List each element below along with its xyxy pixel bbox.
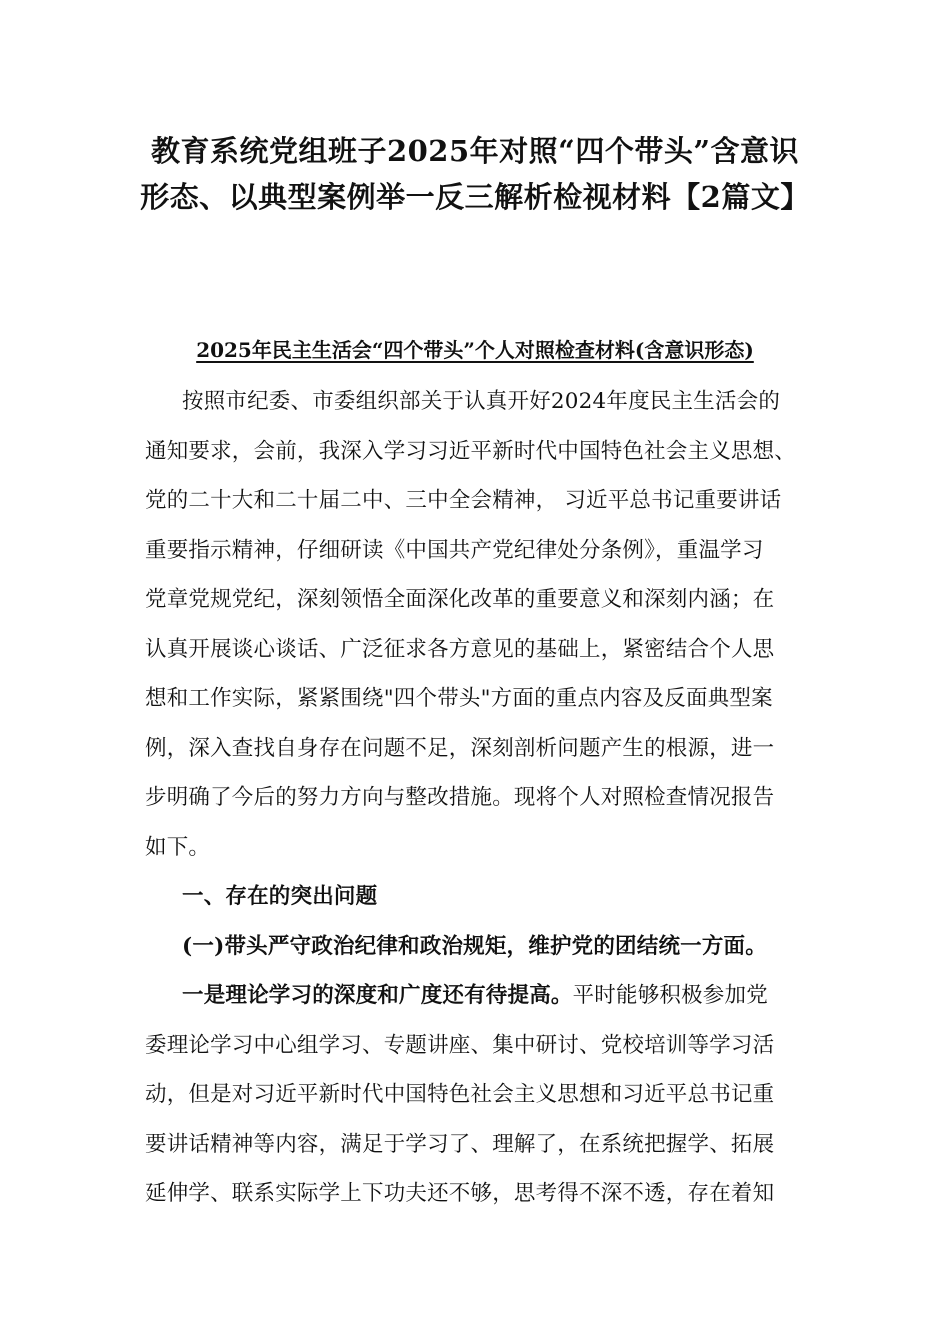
- title-line-1: 教育系统党组班子2025年对照“四个带头”含意识: [150, 134, 800, 168]
- point-line: 延伸学、联系实际学上下功夫还不够，思考得不深不透，存在着知: [145, 1181, 775, 1206]
- point-line: 要讲话精神等内容，满足于学习了、理解了，在系统把握学、拓展: [145, 1131, 775, 1157]
- intro-line: 想和工作实际，紧紧围绕"四个带头"方面的重点内容及反面典型案: [145, 686, 773, 711]
- intro-line: 按照市纪委、市委组织部关于认真开好2024年度民主生活会的: [182, 389, 781, 414]
- intro-line: 党章党规党纪，深刻领悟全面深化改革的重要意义和深刻内涵；在: [145, 587, 775, 612]
- intro-line: 通知要求，会前，我深入学习习近平新时代中国特色社会主义思想、: [145, 438, 797, 464]
- title-line-2: 形态、以典型案例举一反三解析检视材料【2篇文】: [140, 180, 810, 214]
- intro-line: 如下。: [145, 834, 211, 860]
- point-first-rest: 平时能够积极参加党: [572, 983, 768, 1008]
- section-heading: 一、存在的突出问题: [182, 884, 378, 909]
- subsection-heading: (一)带头严守政治纪律和政治规矩，维护党的团结统一方面。: [182, 933, 767, 959]
- intro-line: 例，深入查找自身存在问题不足，深刻剖析问题产生的根源，进一: [145, 735, 775, 761]
- point-line: 动，但是对习近平新时代中国特色社会主义思想和习近平总书记重: [145, 1082, 775, 1107]
- point-lead: 一是理论学习的深度和广度还有待提高。: [182, 983, 573, 1008]
- subtitle-text: 2025年民主生活会“四个带头”个人对照检查材料(含意识形态): [196, 338, 754, 362]
- point-first-line: [145, 971, 810, 1021]
- document-title: [120, 128, 830, 220]
- intro-line: 重要指示精神，仔细研读《中国共产党纪律处分条例》，重温学习: [145, 537, 764, 563]
- document-subtitle: [120, 336, 830, 364]
- intro-line: 认真开展谈心谈话、广泛征求各方意见的基础上，紧密结合个人思: [145, 636, 775, 662]
- intro-line: 党的二十大和二十届二中、三中全会精神， 习近平总书记重要讲话: [145, 488, 782, 513]
- point-line: 委理论学习中心组学习、专题讲座、集中研讨、党校培训等学习活: [145, 1032, 775, 1058]
- intro-line: 步明确了今后的努力方向与整改措施。现将个人对照检查情况报告: [145, 785, 775, 810]
- document-body: [145, 377, 810, 1219]
